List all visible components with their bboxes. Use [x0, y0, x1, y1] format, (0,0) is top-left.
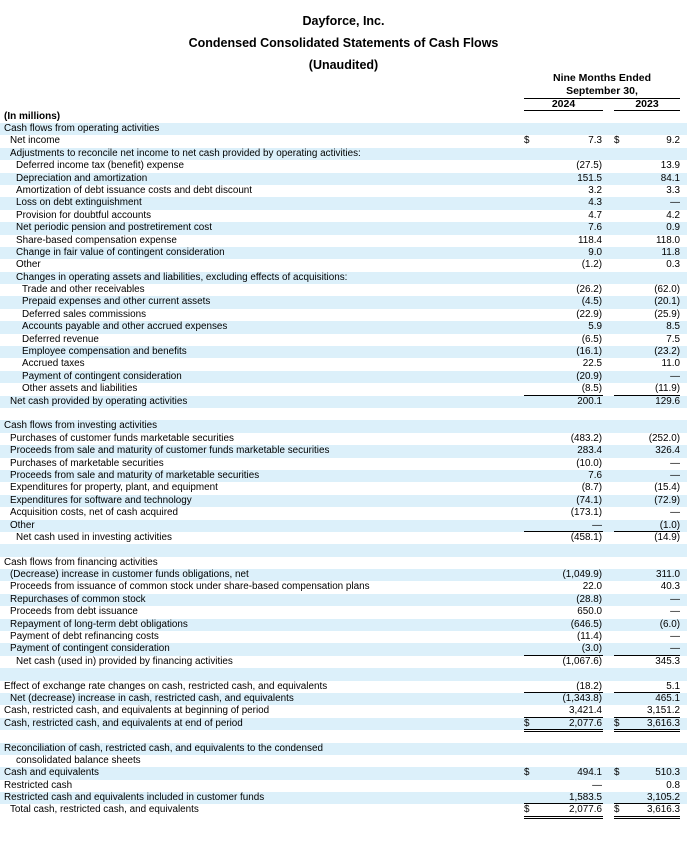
table-row: [0, 247, 687, 259]
table-row: [0, 631, 687, 643]
table-row: [0, 643, 687, 655]
value-2024: —: [592, 519, 602, 531]
period-header-line1: Nine Months Ended: [553, 72, 651, 84]
table-row: [0, 396, 687, 408]
row-label: Proceeds from sale and maturity of customer funds marketable securities: [10, 445, 330, 457]
value-2024: 7.6: [588, 469, 602, 481]
value-2024: (1.2): [581, 259, 602, 271]
value-2023: 40.3: [660, 581, 680, 593]
table-row: [0, 160, 687, 172]
value-2023: 13.9: [660, 160, 680, 172]
value-2023: (15.4): [654, 482, 680, 494]
value-2024: (173.1): [570, 507, 602, 519]
row-label: Proceeds from issuance of common stock under share-based compensation plans: [10, 581, 370, 593]
value-2024: (8.7): [581, 482, 602, 494]
row-label: Share-based compensation expense: [16, 234, 177, 246]
row-label: Purchases of customer funds marketable securities: [10, 432, 234, 444]
row-label: Acquisition costs, net of cash acquired: [10, 507, 178, 519]
column-rule-2023: [614, 110, 680, 111]
table-row: [0, 780, 687, 792]
value-2023: (62.0): [654, 284, 680, 296]
row-label: Net cash provided by operating activities: [10, 395, 188, 407]
unaudited-label: (Unaudited): [308, 58, 379, 72]
table-row: [0, 656, 687, 668]
row-label: Amortization of debt issuance costs and debt discount: [16, 184, 253, 196]
row-label: consolidated balance sheets: [16, 754, 141, 766]
value-2024: 2,077.6: [569, 717, 602, 729]
row-label: Proceeds from debt issuance: [10, 606, 138, 618]
value-2024: 4.3: [588, 197, 602, 209]
value-2024: (646.5): [570, 618, 602, 630]
value-2024: 22.5: [582, 358, 602, 370]
company-name: Dayforce, Inc.: [302, 14, 385, 28]
table-row: [0, 718, 687, 730]
table-row: [0, 458, 687, 470]
column-header-2023: 2023: [635, 98, 659, 110]
value-2023: 0.9: [666, 222, 680, 234]
row-label: Cash, restricted cash, and equivalents at beginning of period: [4, 705, 270, 717]
value-2023: (11.9): [654, 383, 680, 395]
value-2024: 2,077.6: [569, 804, 602, 816]
row-label: Net (decrease) increase in cash, restricted cash, and equivalents: [10, 692, 294, 704]
units-label: (In millions): [4, 111, 61, 122]
value-2024: 151.5: [577, 172, 602, 184]
value-2023: —: [670, 469, 680, 481]
table-row: [0, 371, 687, 383]
value-2023: 9.2: [666, 135, 680, 147]
value-2024: —: [592, 779, 602, 791]
value-2023: 0.8: [666, 779, 680, 791]
value-2024: 200.1: [577, 395, 602, 407]
value-2024: (11.4): [576, 631, 602, 643]
row-label: Cash flows from investing activities: [4, 420, 158, 432]
column-header-2024: 2024: [551, 98, 576, 110]
table-row: [0, 681, 687, 693]
value-2023: (14.9): [654, 531, 680, 543]
row-label: Purchases of marketable securities: [10, 457, 164, 469]
value-2023: 311.0: [656, 569, 680, 581]
table-row: [0, 705, 687, 717]
table-row: [0, 470, 687, 482]
dollar-sign-2023: $: [614, 135, 620, 147]
value-2024: (3.0): [581, 643, 602, 655]
value-2023: 118.0: [656, 234, 680, 246]
table-row: [0, 383, 687, 395]
value-2024: (1,343.8): [562, 692, 602, 704]
table-row: [0, 755, 687, 767]
table-row: [0, 482, 687, 494]
value-2023: 3,616.3: [647, 804, 680, 816]
value-2024: 7.3: [588, 135, 602, 147]
table-row: [0, 358, 687, 370]
row-label: Provision for doubtful accounts: [16, 209, 152, 221]
row-label: Reconciliation of cash, restricted cash, and equivalents to the condensed: [4, 742, 323, 754]
dollar-sign-2024: $: [524, 135, 530, 147]
value-2023: 7.5: [666, 333, 680, 345]
value-2023: 84.1: [660, 172, 680, 184]
row-label: Accounts payable and other accrued expenses: [22, 321, 228, 333]
value-2023: 3,151.2: [647, 705, 680, 717]
row-label: Other: [10, 519, 35, 531]
value-2024: (26.2): [576, 284, 602, 296]
row-label: Adjustments to reconcile net income to net cash provided by operating activities:: [10, 147, 361, 159]
row-label: Net income: [10, 135, 60, 147]
table-row: [0, 445, 687, 457]
value-2023: 3,616.3: [647, 717, 680, 729]
table-row: [0, 123, 687, 135]
table-row: [0, 334, 687, 346]
table-row: [0, 507, 687, 519]
spacer-row: [0, 668, 687, 680]
table-row: [0, 197, 687, 209]
value-2024: 4.7: [588, 209, 602, 221]
value-2023: —: [670, 606, 680, 618]
value-2024: (1,067.6): [562, 655, 602, 667]
dollar-sign-2024: $: [524, 804, 530, 816]
table-row: [0, 185, 687, 197]
row-label: Restricted cash: [4, 779, 73, 791]
table-row: [0, 804, 687, 816]
row-label: Deferred sales commissions: [22, 308, 147, 320]
value-2023: 4.2: [666, 209, 680, 221]
dollar-sign-2023: $: [614, 767, 620, 779]
table-row: [0, 135, 687, 147]
value-2024: (4.5): [581, 296, 602, 308]
row-label: Expenditures for software and technology: [10, 494, 192, 506]
dollar-sign-2024: $: [524, 717, 530, 729]
table-row: [0, 693, 687, 705]
value-2023: (6.0): [659, 618, 680, 630]
row-label: Change in fair value of contingent consideration: [16, 246, 225, 258]
row-label: Employee compensation and benefits: [22, 346, 187, 358]
table-row: [0, 433, 687, 445]
table-row: [0, 173, 687, 185]
dollar-sign-2024: $: [524, 767, 530, 779]
table-row: [0, 619, 687, 631]
cash-flow-table: [0, 123, 687, 817]
statement-title: Condensed Consolidated Statements of Cash Flows: [188, 36, 499, 50]
total-double-rule: [524, 816, 603, 819]
value-2023: —: [670, 197, 680, 209]
table-row: [0, 259, 687, 271]
spacer-row: [0, 544, 687, 556]
row-label: Changes in operating assets and liabilities, excluding effects of acquisitions:: [16, 271, 348, 283]
period-header-line2: September 30,: [566, 85, 638, 97]
dollar-sign-2023: $: [614, 804, 620, 816]
value-2024: (458.1): [570, 531, 602, 543]
row-label: Repurchases of common stock: [10, 593, 146, 605]
value-2023: (20.1): [654, 296, 680, 308]
table-row: [0, 272, 687, 284]
value-2023: 8.5: [666, 321, 680, 333]
row-label: Net cash (used in) provided by financing activities: [16, 655, 233, 667]
table-row: [0, 420, 687, 432]
spacer-row: [0, 730, 687, 742]
row-label: Trade and other receivables: [22, 284, 145, 296]
table-row: [0, 581, 687, 593]
table-row: [0, 222, 687, 234]
value-2024: 7.6: [588, 222, 602, 234]
value-2024: (27.5): [576, 160, 602, 172]
value-2024: (18.2): [576, 680, 602, 692]
value-2024: 5.9: [588, 321, 602, 333]
value-2023: —: [670, 643, 680, 655]
row-label: Accrued taxes: [22, 358, 85, 370]
row-label: Prepaid expenses and other current assets: [22, 296, 211, 308]
row-label: Cash, restricted cash, and equivalents at end of period: [4, 717, 243, 729]
value-2023: (23.2): [654, 346, 680, 358]
value-2023: 3.3: [666, 184, 680, 196]
value-2024: (6.5): [581, 333, 602, 345]
total-double-rule: [614, 816, 680, 819]
value-2023: —: [670, 593, 680, 605]
row-label: Loss on debt extinguishment: [16, 197, 142, 209]
value-2024: 118.4: [578, 234, 602, 246]
column-rule-2024: [524, 110, 603, 111]
row-label: Total cash, restricted cash, and equivalents: [10, 804, 199, 816]
value-2024: 1,583.5: [569, 792, 602, 804]
value-2023: 345.3: [655, 655, 680, 667]
table-row: [0, 210, 687, 222]
row-label: Cash and equivalents: [4, 767, 99, 779]
table-row: [0, 520, 687, 532]
value-2024: (483.2): [570, 432, 602, 444]
value-2023: 326.4: [655, 445, 680, 457]
row-label: Expenditures for property, plant, and equipment: [10, 482, 218, 494]
table-row: [0, 235, 687, 247]
value-2023: 11.0: [661, 358, 680, 370]
value-2024: 494.1: [577, 767, 602, 779]
value-2023: 465.1: [655, 692, 680, 704]
value-2023: —: [670, 507, 680, 519]
row-label: Restricted cash and equivalents included in customer funds: [4, 792, 265, 804]
dollar-sign-2023: $: [614, 717, 620, 729]
table-row: [0, 495, 687, 507]
value-2024: 3,421.4: [569, 705, 602, 717]
value-2024: (16.1): [576, 346, 602, 358]
row-label: Effect of exchange rate changes on cash, restricted cash, and equivalents: [4, 680, 328, 692]
table-row: [0, 606, 687, 618]
table-row: [0, 296, 687, 308]
value-2023: (72.9): [654, 494, 680, 506]
row-label: Net periodic pension and postretirement cost: [16, 222, 212, 234]
table-row: [0, 532, 687, 544]
value-2023: (252.0): [648, 432, 680, 444]
table-row: [0, 309, 687, 321]
value-2024: (28.8): [576, 593, 602, 605]
value-2024: 9.0: [588, 246, 602, 258]
value-2024: (1,049.9): [562, 569, 602, 581]
table-row: [0, 792, 687, 804]
table-row: [0, 557, 687, 569]
row-label: Other: [16, 259, 41, 271]
value-2024: (22.9): [576, 308, 602, 320]
table-row: [0, 569, 687, 581]
value-2023: 129.6: [655, 395, 680, 407]
value-2023: 5.1: [666, 680, 680, 692]
value-2023: —: [670, 631, 680, 643]
row-label: Repayment of long-term debt obligations: [10, 618, 188, 630]
row-label: Deferred revenue: [22, 333, 99, 345]
value-2024: 650.0: [577, 606, 602, 618]
value-2023: —: [670, 370, 680, 382]
row-label: Deferred income tax (benefit) expense: [16, 160, 184, 172]
row-label: Proceeds from sale and maturity of marketable securities: [10, 469, 260, 481]
value-2023: (1.0): [659, 519, 680, 531]
table-row: [0, 148, 687, 160]
row-label: Payment of debt refinancing costs: [10, 631, 159, 643]
value-2023: —: [670, 457, 680, 469]
row-label: Payment of contingent consideration: [22, 370, 182, 382]
row-label: Depreciation and amortization: [16, 172, 148, 184]
value-2024: (74.1): [576, 494, 602, 506]
value-2024: (10.0): [576, 457, 602, 469]
value-2023: 11.8: [661, 246, 680, 258]
row-label: Net cash used in investing activities: [16, 531, 172, 543]
value-2023: (25.9): [654, 308, 680, 320]
table-row: [0, 743, 687, 755]
spacer-row: [0, 408, 687, 420]
table-row: [0, 284, 687, 296]
row-label: Cash flows from operating activities: [4, 123, 160, 134]
table-row: [0, 321, 687, 333]
row-label: Cash flows from financing activities: [4, 556, 158, 568]
row-label: (Decrease) increase in customer funds obligations, net: [10, 569, 249, 581]
value-2023: 510.3: [655, 767, 680, 779]
value-2024: 283.4: [577, 445, 602, 457]
value-2023: 0.3: [666, 259, 680, 271]
value-2024: 3.2: [588, 184, 602, 196]
row-label: Payment of contingent consideration: [10, 643, 170, 655]
value-2024: 22.0: [582, 581, 602, 593]
row-label: Other assets and liabilities: [22, 383, 138, 395]
value-2024: (8.5): [581, 383, 602, 395]
table-row: [0, 767, 687, 779]
table-row: [0, 594, 687, 606]
table-row: [0, 346, 687, 358]
value-2023: 3,105.2: [647, 792, 680, 804]
value-2024: (20.9): [576, 370, 602, 382]
